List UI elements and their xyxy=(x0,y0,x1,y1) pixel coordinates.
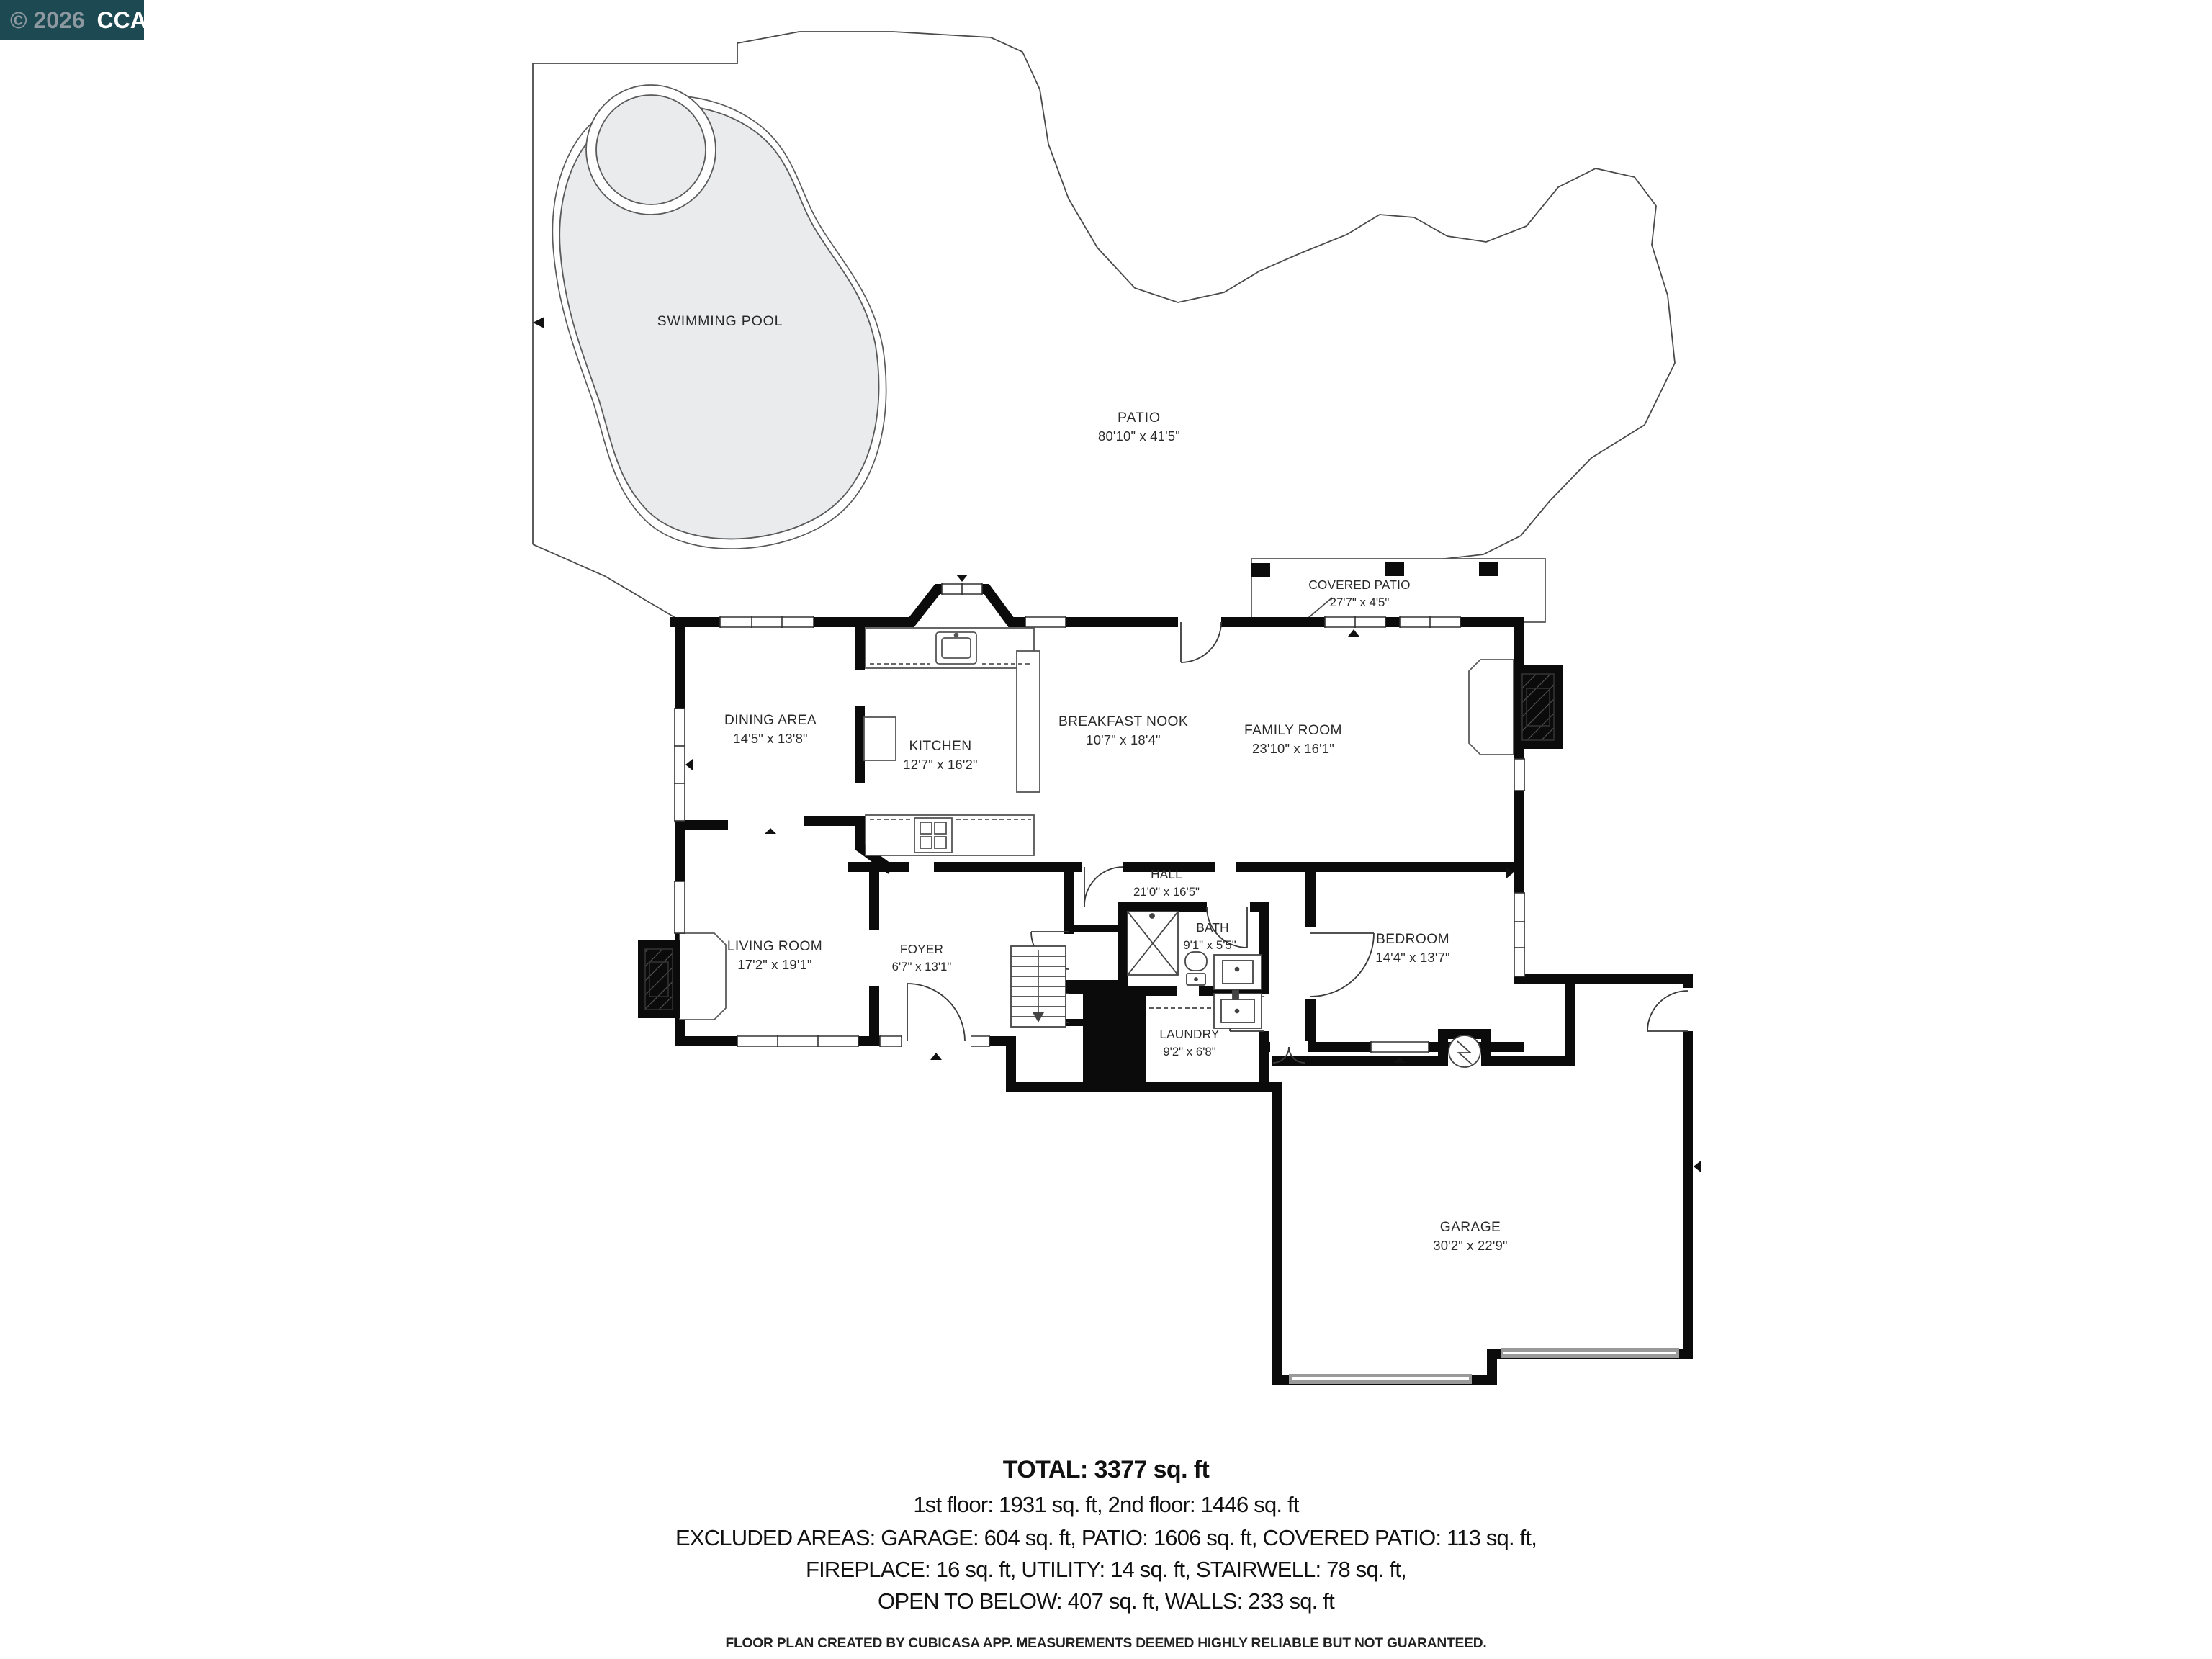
summary-excluded-2: FIREPLACE: 16 sq. ft, UTILITY: 14 sq. ft, STAIRWELL: 78 sq. ft, xyxy=(805,1557,1407,1582)
patio-dims: 80'10" x 41'5" xyxy=(1098,428,1180,444)
room-label-breakfast xyxy=(1058,714,1188,747)
toilet xyxy=(1185,952,1207,985)
room-name: GARAGE xyxy=(1439,1220,1501,1235)
room-dims: 6'7" x 13'1" xyxy=(891,960,952,974)
summary-total: TOTAL: 3377 sq. ft xyxy=(1002,1456,1210,1483)
room-label-family xyxy=(1244,723,1342,756)
wall-mass xyxy=(1083,991,1146,1087)
room-name: FOYER xyxy=(899,942,944,956)
pantry xyxy=(864,717,896,760)
summary-floors: 1st floor: 1931 sq. ft, 2nd floor: 1446 sq. ft xyxy=(913,1492,1299,1517)
room-label-bath xyxy=(1183,920,1236,952)
fireplace-family-room xyxy=(1469,660,1563,755)
laundry-fixtures xyxy=(1149,991,1262,1028)
room-label-dining xyxy=(724,713,817,746)
room-name: FAMILY ROOM xyxy=(1244,723,1342,738)
front-door xyxy=(902,984,971,1047)
window xyxy=(1400,616,1460,628)
hall-door xyxy=(1082,861,1123,907)
water-heater xyxy=(1449,1035,1480,1067)
room-dims: 17'2" x 19'1" xyxy=(737,957,812,972)
room-label-bedroom xyxy=(1375,932,1449,965)
patio-post xyxy=(1385,562,1404,576)
hearth xyxy=(680,933,726,1020)
room-name: LIVING ROOM xyxy=(727,939,823,954)
covered-patio xyxy=(1251,559,1545,622)
measure-arrow xyxy=(533,317,544,328)
room-label-foyer xyxy=(892,942,952,974)
window xyxy=(720,616,814,628)
room-name: HALL xyxy=(1151,867,1182,881)
window xyxy=(1325,616,1385,628)
room-dims: 9'2" x 6'8" xyxy=(1163,1045,1216,1058)
garage-side-door xyxy=(1647,988,1694,1031)
copyright-badge xyxy=(0,0,163,40)
patio-post xyxy=(1479,562,1498,576)
window xyxy=(737,1035,858,1047)
room-dims: 21'0" x 16'5" xyxy=(1133,885,1200,899)
covered-patio-dims: 27'7" x 4'5" xyxy=(1329,595,1390,609)
room-label-laundry xyxy=(1159,1027,1220,1058)
window xyxy=(1514,893,1525,976)
window xyxy=(1514,759,1525,791)
room-name: BATH xyxy=(1196,920,1229,935)
summary-excluded-3: OPEN TO BELOW: 407 sq. ft, WALLS: 233 sq. ft xyxy=(878,1588,1334,1614)
patio-post xyxy=(1251,563,1270,577)
bedroom-door xyxy=(1305,927,1374,999)
room-name: KITCHEN xyxy=(909,739,972,754)
footer-disclaimer: FLOOR PLAN CREATED BY CUBICASA APP. MEASUREMENTS DEEMED HIGHLY RELIABLE BUT NOT GUARANTEED. xyxy=(725,1636,1487,1651)
room-name: DINING AREA xyxy=(724,713,817,728)
patio-label: PATIO xyxy=(1118,410,1161,426)
stairs xyxy=(1011,946,1066,1027)
room-dims: 14'4" x 13'7" xyxy=(1375,950,1450,965)
room-dims: 9'1" x 5'5" xyxy=(1183,938,1236,952)
hearth xyxy=(1469,660,1514,755)
room-dims: 14'5" x 13'8" xyxy=(733,731,808,746)
fireplace-living-room xyxy=(638,933,726,1020)
summary-block xyxy=(675,1456,1537,1651)
window xyxy=(1371,1041,1429,1053)
summary-excluded-1: EXCLUDED AREAS: GARAGE: 604 sq. ft, PATIO: 1606 sq. ft, COVERED PATIO: 113 sq. ft, xyxy=(675,1525,1537,1550)
badge-text xyxy=(10,7,163,33)
covered-patio-label: COVERED PATIO xyxy=(1308,577,1411,592)
kitchen-sink xyxy=(936,632,976,664)
badge-org: CCAR xyxy=(96,7,163,33)
bath-sink xyxy=(1214,955,1262,989)
room-label-garage xyxy=(1433,1220,1507,1253)
patio-door xyxy=(1178,616,1221,662)
badge-year: © 2026 xyxy=(10,7,85,33)
spa-inner-ring xyxy=(596,95,706,204)
stove xyxy=(914,818,952,853)
shower xyxy=(1128,912,1178,975)
room-dims: 10'7" x 18'4" xyxy=(1086,732,1161,747)
room-name: BEDROOM xyxy=(1376,932,1449,947)
window xyxy=(942,583,982,595)
room-dims: 30'2" x 22'9" xyxy=(1433,1238,1508,1253)
room-dims: 23'10" x 16'1" xyxy=(1252,741,1334,756)
room-label-living xyxy=(727,939,822,972)
room-name: BREAKFAST NOOK xyxy=(1058,714,1189,729)
window xyxy=(1025,616,1066,628)
swimming-pool xyxy=(552,85,886,549)
room-name: LAUNDRY xyxy=(1159,1027,1220,1041)
patio-label-group xyxy=(1098,410,1180,444)
window xyxy=(968,1035,989,1047)
window xyxy=(880,1035,902,1047)
room-dims: 12'7" x 16'2" xyxy=(903,757,978,772)
window xyxy=(674,709,685,821)
room-label-kitchen xyxy=(903,739,977,772)
pool-label: SWIMMING POOL xyxy=(657,313,783,329)
window xyxy=(674,881,685,933)
